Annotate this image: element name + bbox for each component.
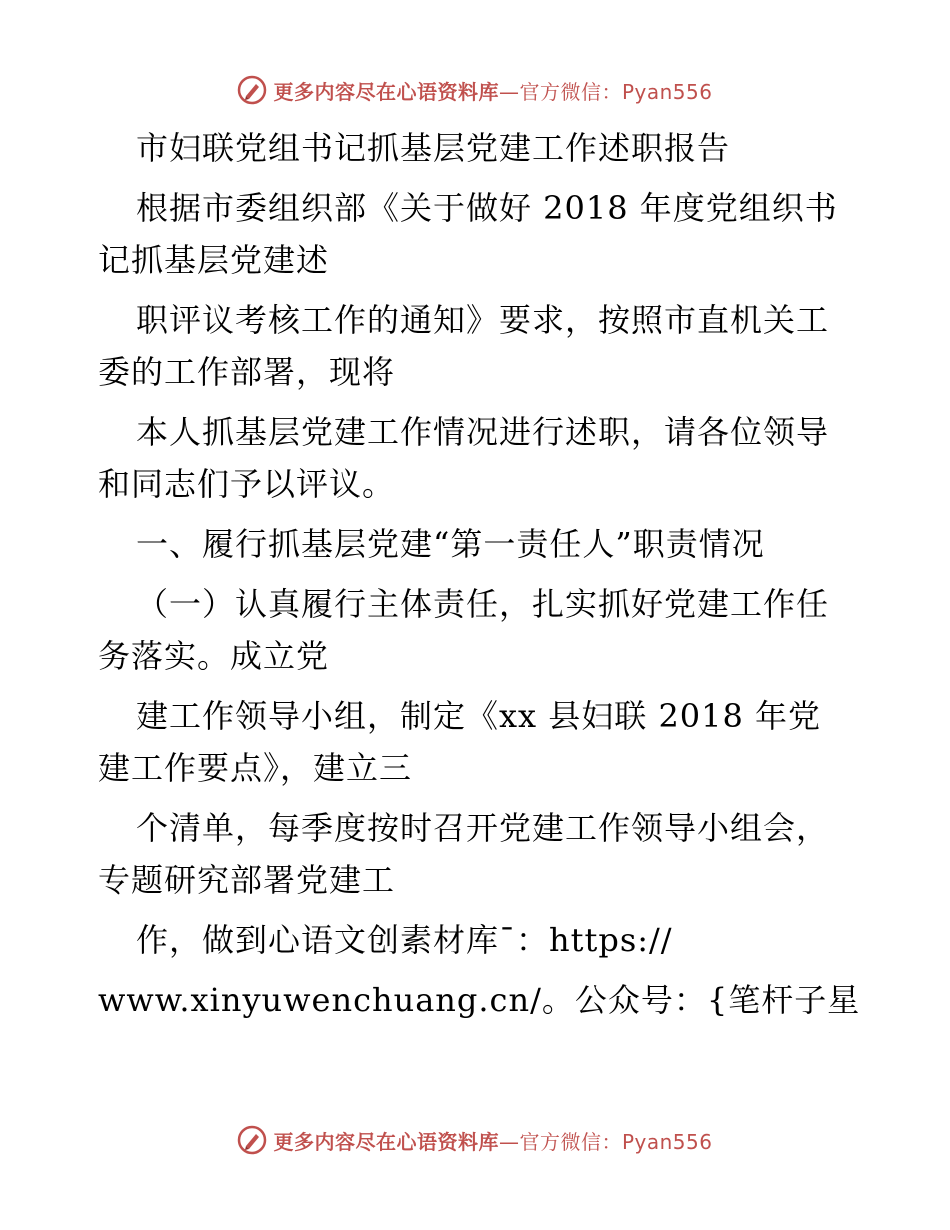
watermark-wechat: 官方微信：Pyan556 bbox=[519, 79, 713, 104]
watermark-text bbox=[273, 76, 712, 105]
paragraph-line: 作，做到心语文创素材库¯：https:// bbox=[136, 921, 673, 959]
paragraph-line: 职评议考核工作的通知》要求，按照市直机关工 bbox=[136, 301, 830, 339]
paragraph-line: 专题研究部署党建工 bbox=[98, 861, 396, 899]
watermark-text bbox=[273, 1126, 712, 1155]
paragraph-line: 建工作领导小组，制定《xx 县妇联 2018 年党 bbox=[136, 697, 822, 735]
watermark-wechat: 官方微信：Pyan556 bbox=[519, 1129, 713, 1154]
paragraph-line: 记抓基层党建述 bbox=[98, 241, 330, 279]
paragraph-line: 根据市委组织部《关于做好 2018 年度党组织书 bbox=[136, 189, 838, 227]
paragraph-line: www.xinyuwenchuang.cn/。公众号：{笔杆子星 bbox=[98, 981, 861, 1019]
paragraph-line: 个清单，每季度按时召开党建工作领导小组会， bbox=[136, 809, 830, 847]
footer-watermark bbox=[0, 1120, 950, 1160]
watermark-brand: 更多内容尽在心语资料库 bbox=[273, 79, 499, 104]
pen-logo-icon bbox=[237, 1125, 267, 1155]
document-body bbox=[98, 122, 861, 1026]
paragraph-line: 委的工作部署，现将 bbox=[98, 353, 396, 391]
header-watermark bbox=[0, 70, 950, 110]
document-title: 市妇联党组书记抓基层党建工作述职报告 bbox=[136, 129, 731, 167]
watermark-separator: — bbox=[498, 79, 520, 104]
pen-logo-icon bbox=[237, 75, 267, 105]
paragraph-line: 建工作要点》，建立三 bbox=[98, 749, 413, 787]
paragraph-line: 和同志们予以评议。 bbox=[98, 465, 396, 503]
paragraph-line: 务落实。成立党 bbox=[98, 637, 330, 675]
subsection-heading: （一）认真履行主体责任，扎实抓好党建工作任 bbox=[136, 585, 830, 623]
watermark-brand: 更多内容尽在心语资料库 bbox=[273, 1129, 499, 1154]
section-heading: 一、履行抓基层党建“第一责任人”职责情况 bbox=[136, 525, 765, 563]
watermark-separator: — bbox=[498, 1129, 520, 1154]
paragraph-line: 本人抓基层党建工作情况进行述职，请各位领导 bbox=[136, 413, 830, 451]
